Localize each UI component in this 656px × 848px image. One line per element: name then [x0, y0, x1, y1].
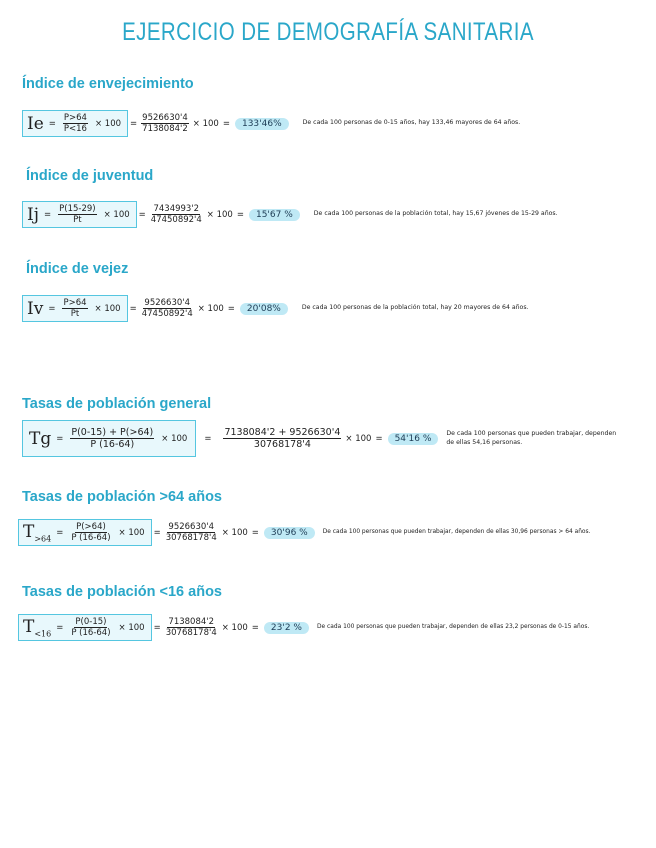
value-fraction — [165, 522, 218, 543]
page-title: EJERCICIO DE DEMOGRAFÍA SANITARIA — [122, 18, 534, 46]
equals-sign: = — [129, 303, 137, 314]
value-numerator: 9526630'4 — [142, 113, 188, 123]
multiplier: × 100 — [94, 303, 121, 314]
result-badge: 23'2 % — [264, 622, 309, 634]
symbol-subscript: >64 — [34, 534, 52, 544]
explanation-text: De cada 100 personas de la población total, hay 15,67 jóvenes de 15-29 años. — [313, 210, 558, 217]
multiplier: × 100 — [221, 622, 248, 633]
formula-row-tasa-mayores — [18, 519, 590, 546]
result-badge: 30'96 % — [264, 527, 315, 539]
value-denominator: 47450892'4 — [141, 309, 193, 319]
section-heading-envejecimiento: Índice de envejecimiento — [22, 76, 194, 92]
definition-fraction — [63, 113, 88, 134]
value-fraction — [165, 617, 218, 638]
definition-numerator: P>64 — [63, 298, 87, 308]
multiplier: × 100 — [161, 433, 188, 444]
definition-fraction — [70, 522, 111, 543]
value-numerator: 9526630'4 — [144, 298, 191, 308]
multiplier: × 100 — [192, 118, 219, 129]
definition-denominator: P<16 — [63, 124, 87, 134]
value-denominator: 30768178'4 — [165, 533, 217, 544]
value-numerator: 7138084'2 — [168, 617, 215, 628]
result-badge: 54'16 % — [388, 433, 439, 445]
equals-sign: = — [56, 433, 64, 444]
explanation-text: De cada 100 personas que pueden trabajar, dependen de ellas 54,16 personas. — [446, 429, 617, 446]
definition-numerator: P(0-15) — [75, 617, 107, 628]
definition-fraction — [62, 298, 87, 319]
formula-definition-box — [22, 295, 128, 322]
formula-symbol: Iv — [27, 298, 44, 319]
formula-symbol: Ij — [27, 204, 39, 225]
formula-row-tasa-general — [22, 420, 618, 457]
section-heading-juventud: Índice de juventud — [26, 168, 154, 184]
value-denominator: 30768178'4 — [253, 439, 311, 450]
definition-numerator: P(0-15) + P(>64) — [71, 427, 154, 438]
symbol-letter: T — [23, 522, 35, 542]
definition-numerator: P(15-29) — [59, 204, 96, 214]
multiplier: × 100 — [94, 118, 122, 129]
equals-sign: = — [222, 118, 230, 129]
formula-definition-box — [18, 614, 152, 641]
formula-row-vejez — [22, 295, 529, 322]
symbol-letter: T — [23, 617, 35, 637]
explanation-text: De cada 100 personas de la población total, hay 20 mayores de 64 años. — [301, 304, 529, 311]
formula-definition-box — [22, 110, 128, 137]
value-fraction — [150, 204, 203, 225]
definition-fraction — [70, 427, 154, 450]
equals-sign: = — [153, 622, 161, 633]
value-numerator: 9526630'4 — [168, 522, 215, 533]
equals-sign: = — [56, 527, 64, 538]
explanation-text: De cada 100 personas que pueden trabajar, dependen de ellas 23,2 personas de 0-15 años. — [317, 624, 590, 631]
multiplier: × 100 — [345, 433, 372, 444]
formula-row-tasa-jovenes — [18, 614, 589, 641]
result-badge: 15'67 % — [249, 209, 300, 221]
section-heading-tasa-jovenes: Tasas de población <16 años — [22, 584, 222, 600]
equals-sign: = — [130, 118, 138, 129]
formula-symbol — [23, 522, 51, 543]
value-numerator: 7434993'2 — [153, 204, 200, 214]
definition-denominator: Pt — [73, 215, 82, 225]
formula-row-juventud — [22, 201, 558, 228]
explanation-text: De cada 100 personas de 0-15 años, hay 133,46 mayores de 64 años. — [302, 119, 521, 126]
definition-fraction — [70, 617, 111, 638]
value-fraction — [141, 298, 194, 319]
section-heading-tasa-mayores: Tasas de población >64 años — [22, 489, 222, 505]
section-heading-tasa-general: Tasas de población general — [22, 396, 212, 412]
equals-sign: = — [251, 527, 259, 538]
value-denominator: 7138084'2 — [142, 124, 188, 134]
formula-symbol: Tg — [29, 428, 52, 449]
result-badge: 133'46% — [235, 118, 289, 130]
multiplier: × 100 — [103, 209, 130, 220]
result-badge: 20'08% — [240, 303, 288, 315]
value-numerator: 7138084'2 + 9526630'4 — [224, 427, 341, 438]
equals-sign: = — [44, 209, 52, 220]
formula-symbol — [23, 617, 51, 638]
equals-sign: = — [375, 433, 383, 444]
formula-definition-box — [22, 201, 137, 228]
equals-sign: = — [48, 303, 56, 314]
equals-sign: = — [48, 118, 56, 129]
definition-denominator: Pt — [70, 309, 80, 319]
equals-sign: = — [227, 303, 235, 314]
multiplier: × 100 — [118, 527, 145, 538]
formula-symbol: Ie — [27, 113, 44, 134]
definition-fraction — [58, 204, 96, 225]
definition-numerator: P>64 — [63, 113, 87, 123]
multiplier: × 100 — [197, 303, 224, 314]
section-heading-vejez: Índice de vejez — [26, 261, 129, 277]
equals-sign: = — [138, 209, 146, 220]
definition-denominator: P (16-64) — [71, 628, 111, 639]
value-denominator: 47450892'4 — [150, 215, 202, 225]
formula-row-envejecimiento — [22, 110, 520, 137]
value-fraction — [141, 113, 189, 134]
equals-sign: = — [56, 622, 64, 633]
definition-numerator: P(>64) — [76, 522, 106, 533]
equals-sign: = — [236, 209, 244, 220]
multiplier: × 100 — [206, 209, 233, 220]
definition-denominator: P (16-64) — [90, 439, 135, 450]
definition-denominator: P (16-64) — [71, 533, 111, 544]
multiplier: × 100 — [221, 527, 248, 538]
formula-definition-box — [18, 519, 152, 546]
formula-definition-box — [22, 420, 196, 457]
equals-sign: = — [251, 622, 259, 633]
equals-sign: = — [204, 433, 212, 444]
symbol-subscript: <16 — [34, 629, 52, 639]
equals-sign: = — [153, 527, 161, 538]
value-fraction — [223, 427, 341, 450]
explanation-text: De cada 100 personas que pueden trabajar, dependen de ellas 30,96 personas > 64 años. — [322, 529, 591, 536]
multiplier: × 100 — [118, 622, 145, 633]
value-denominator: 30768178'4 — [165, 628, 217, 639]
